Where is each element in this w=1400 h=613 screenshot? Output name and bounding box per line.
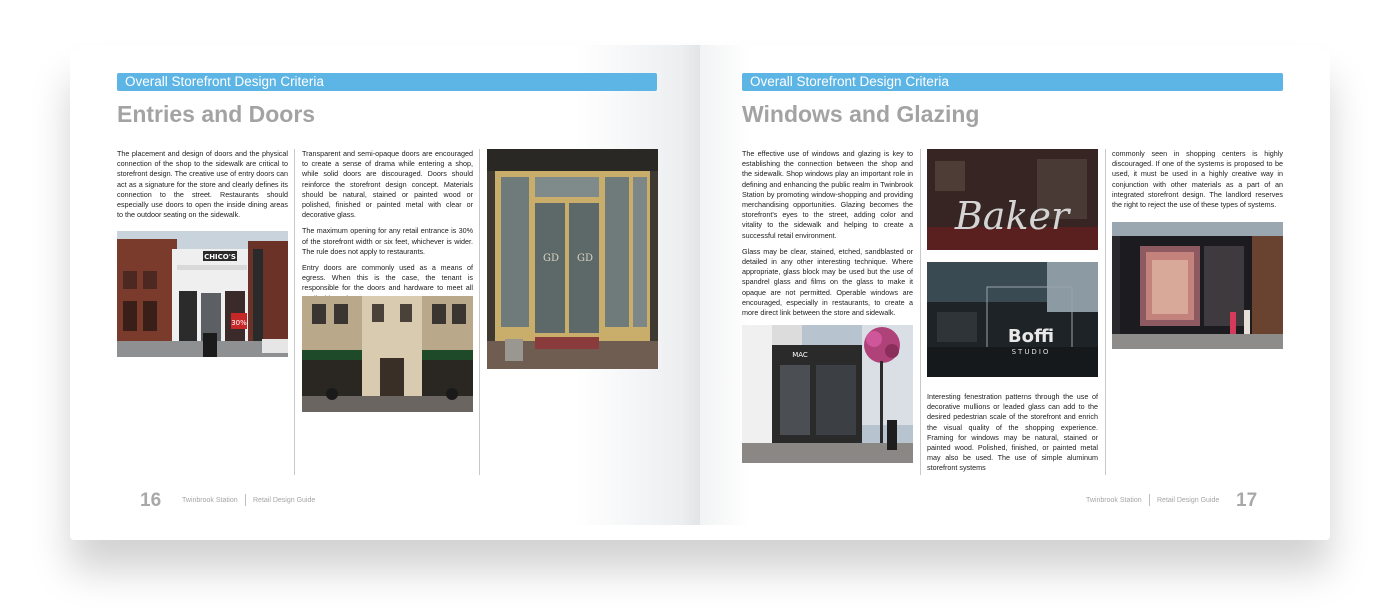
photo-boffi-sub: STUDIO xyxy=(1011,348,1051,356)
column-1-text xyxy=(742,149,913,324)
page-number: 17 xyxy=(1236,490,1258,511)
page-number: 16 xyxy=(140,490,162,511)
right-page xyxy=(700,45,1320,525)
page-heading: Entries and Doors xyxy=(117,101,316,127)
photo-boffi-window xyxy=(927,262,1098,377)
photo-window-display xyxy=(1112,222,1283,349)
photo-corner-cafe xyxy=(302,296,473,412)
photo-chicos-storefront xyxy=(117,231,288,357)
paragraph: Interesting fenestration patterns through the use of decorative mullions or leaded glass can add to the desired pedestrian scale of the storefront and enrich the visual quality of the shopping experience. Framing for windows may be natural, stained or painted wood. Polished, finished, or painted metal may also be used. The use of simple aluminum storefront systems xyxy=(927,392,1098,473)
column-1-text xyxy=(117,149,288,226)
paragraph: commonly seen in shopping centers is highly discouraged. If one of the systems is proposed to be used, it must be used in a highly creative way in conjunction with other materials as a part of an integrated storefront design. The landlord reserves the right to reject the use of these types of systems. xyxy=(1112,149,1283,210)
section-banner: Overall Storefront Design Criteria xyxy=(117,73,657,91)
column-rule xyxy=(479,149,480,475)
paragraph: Transparent and semi-opaque doors are encouraged to create a sense of drama while entering a shop, while solid doors are discouraged. Doors should reinforce the storefront design concept. Materials should be natural, stained or painted wood or polished, finished or painted metal with clear or decorative glass. xyxy=(302,149,473,220)
footer-separator xyxy=(245,494,246,506)
section-banner: Overall Storefront Design Criteria xyxy=(742,73,1283,91)
paragraph: The placement and design of doors and the physical connection of the shop to the sidewalk are critical to storefront design. The creative use of entry doors can act as a signature for the store and clearly defines its connection to the street. Restaurants should especially use doors to open the inside dining areas to the outdoor seating on the sidewalk. xyxy=(117,149,288,220)
photo-glass-mark-right: GD xyxy=(576,253,594,264)
column-rule xyxy=(1105,149,1106,475)
photo-sign-text: CHICO'S xyxy=(204,253,236,261)
column-2-text xyxy=(302,149,473,310)
column-3-text xyxy=(1112,149,1283,216)
photo-glass-mark-left: GD xyxy=(542,253,560,264)
paragraph: The effective use of windows and glazing is key to establishing the connection between the shop and the sidewalk. Shop windows play an important role in defining and enhancing the public realm in Twinbrook Station by promoting window-shopping and providing merchandising opportunities. Glazing becomes the storefront's eyes to the street, adding color and vitality to the sidewalk and helping to create a successful retail environment. xyxy=(742,149,913,240)
column-rule xyxy=(920,149,921,475)
photo-glass-doors xyxy=(487,149,658,369)
left-page xyxy=(80,45,700,525)
column-2-text xyxy=(927,392,1098,480)
footer-project: Twinbrook Station xyxy=(1086,497,1142,504)
photo-boffi-lettering: Boffi xyxy=(1007,326,1055,347)
paragraph: Glass may be clear, stained, etched, sandblasted or detailed in any other interesting technique. Where appropriate, glass block may be used but the use of spandrel glass and films on the glass to make it opaque are not permitted. Operable windows are encouraged, especially in restaurants, to create a more direct link between the store and sidewalk. xyxy=(742,246,913,318)
footer-project: Twinbrook Station xyxy=(182,497,238,504)
paragraph: The maximum opening for any retail entrance is 30% of the storefront width or six feet, whichever is wider. The rule does not apply to restaurants. xyxy=(302,226,473,256)
footer-separator xyxy=(1149,494,1150,506)
column-rule xyxy=(294,149,295,475)
photo-baker-window xyxy=(927,149,1098,250)
paragraph: Entry doors are commonly used as a means of egress. When this is the case, the tenant is responsible for the doors and hardware to meet all xyxy=(302,263,473,293)
photo-baker-lettering: Baker xyxy=(954,194,1070,238)
footer-guide: Retail Design Guide xyxy=(1157,497,1220,504)
footer-guide: Retail Design Guide xyxy=(253,497,316,504)
photo-mac-street xyxy=(742,325,913,463)
page-heading: Windows and Glazing xyxy=(742,101,980,127)
photo-mac-sign: MAC xyxy=(792,351,808,359)
photo-sale-text: 30% xyxy=(231,319,247,327)
